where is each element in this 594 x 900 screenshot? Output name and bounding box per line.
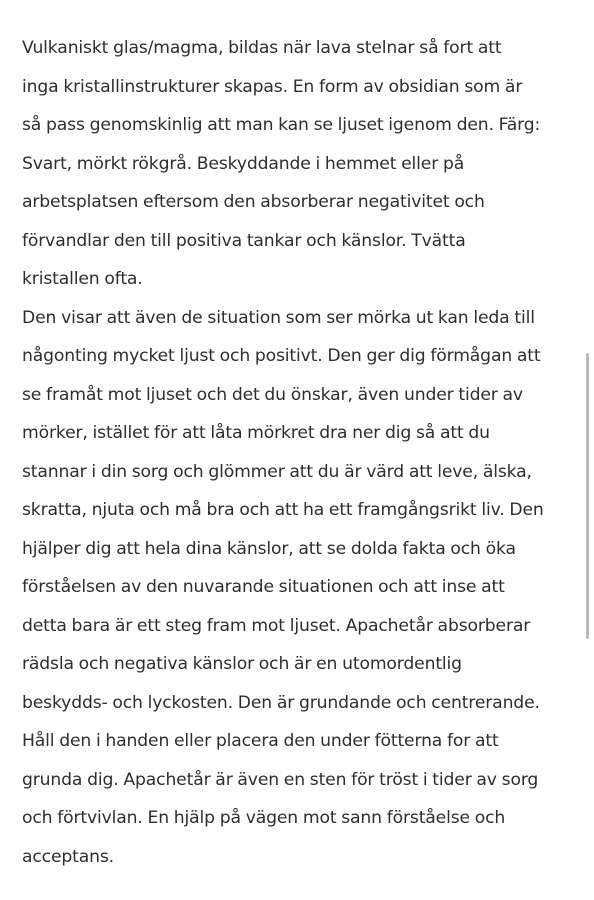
text-line: Håll den i handen eller placera den under fötterna for att bbox=[22, 731, 499, 751]
text-line: rädsla och negativa känslor och är en utomordentlig bbox=[22, 654, 462, 674]
text-line: mörker, istället för att låta mörkret dra ner dig så att du bbox=[22, 423, 490, 443]
text-line: grunda dig. Apachetår är även en sten för tröst i tider av sorg bbox=[22, 769, 539, 790]
text-line: inga kristallinstrukturer skapas. En form av obsidian som är bbox=[22, 76, 523, 97]
text-line: arbetsplatsen eftersom den absorberar negativitet och bbox=[22, 192, 485, 212]
text-line: Svart, mörkt rökgrå. Beskyddande i hemmet eller på bbox=[22, 153, 465, 174]
text-line: någonting mycket ljust och positivt. Den ger dig förmågan att bbox=[22, 346, 541, 366]
text-line: detta bara är ett steg fram mot ljuset. Apachetår absorberar bbox=[22, 615, 531, 636]
text-line: och förtvivlan. En hjälp på vägen mot sann förståelse och bbox=[22, 808, 506, 828]
text-line: se framåt mot ljuset och det du önskar, även under tider av bbox=[22, 384, 523, 405]
text-line: Vulkaniskt glas/magma, bildas när lava stelnar så fort att bbox=[22, 38, 502, 58]
text-line: acceptans. bbox=[22, 846, 114, 867]
text-line: så pass genomskinlig att man kan se ljuset igenom den. Färg: bbox=[22, 115, 541, 135]
text-line: förståelsen av den nuvarande situationen och att inse att bbox=[22, 577, 505, 597]
text-line: Den visar att även de situation som ser mörka ut kan leda till bbox=[22, 307, 535, 328]
text-line: kristallen ofta. bbox=[22, 269, 143, 289]
article-text bbox=[22, 29, 572, 876]
text-line: stannar i din sorg och glömmer att du är värd att leve, älska, bbox=[22, 461, 532, 482]
vertical-scrollbar[interactable] bbox=[586, 353, 589, 639]
text-line: hjälper dig att hela dina känslor, att se dolda fakta och öka bbox=[22, 538, 516, 559]
text-line: beskydds- och lyckosten. Den är grundande och centrerande. bbox=[22, 692, 540, 713]
text-line: förvandlar den till positiva tankar och känslor. Tvätta bbox=[22, 230, 466, 251]
text-line: skratta, njuta och må bra och att ha ett framgångsrikt liv. Den bbox=[22, 500, 544, 520]
